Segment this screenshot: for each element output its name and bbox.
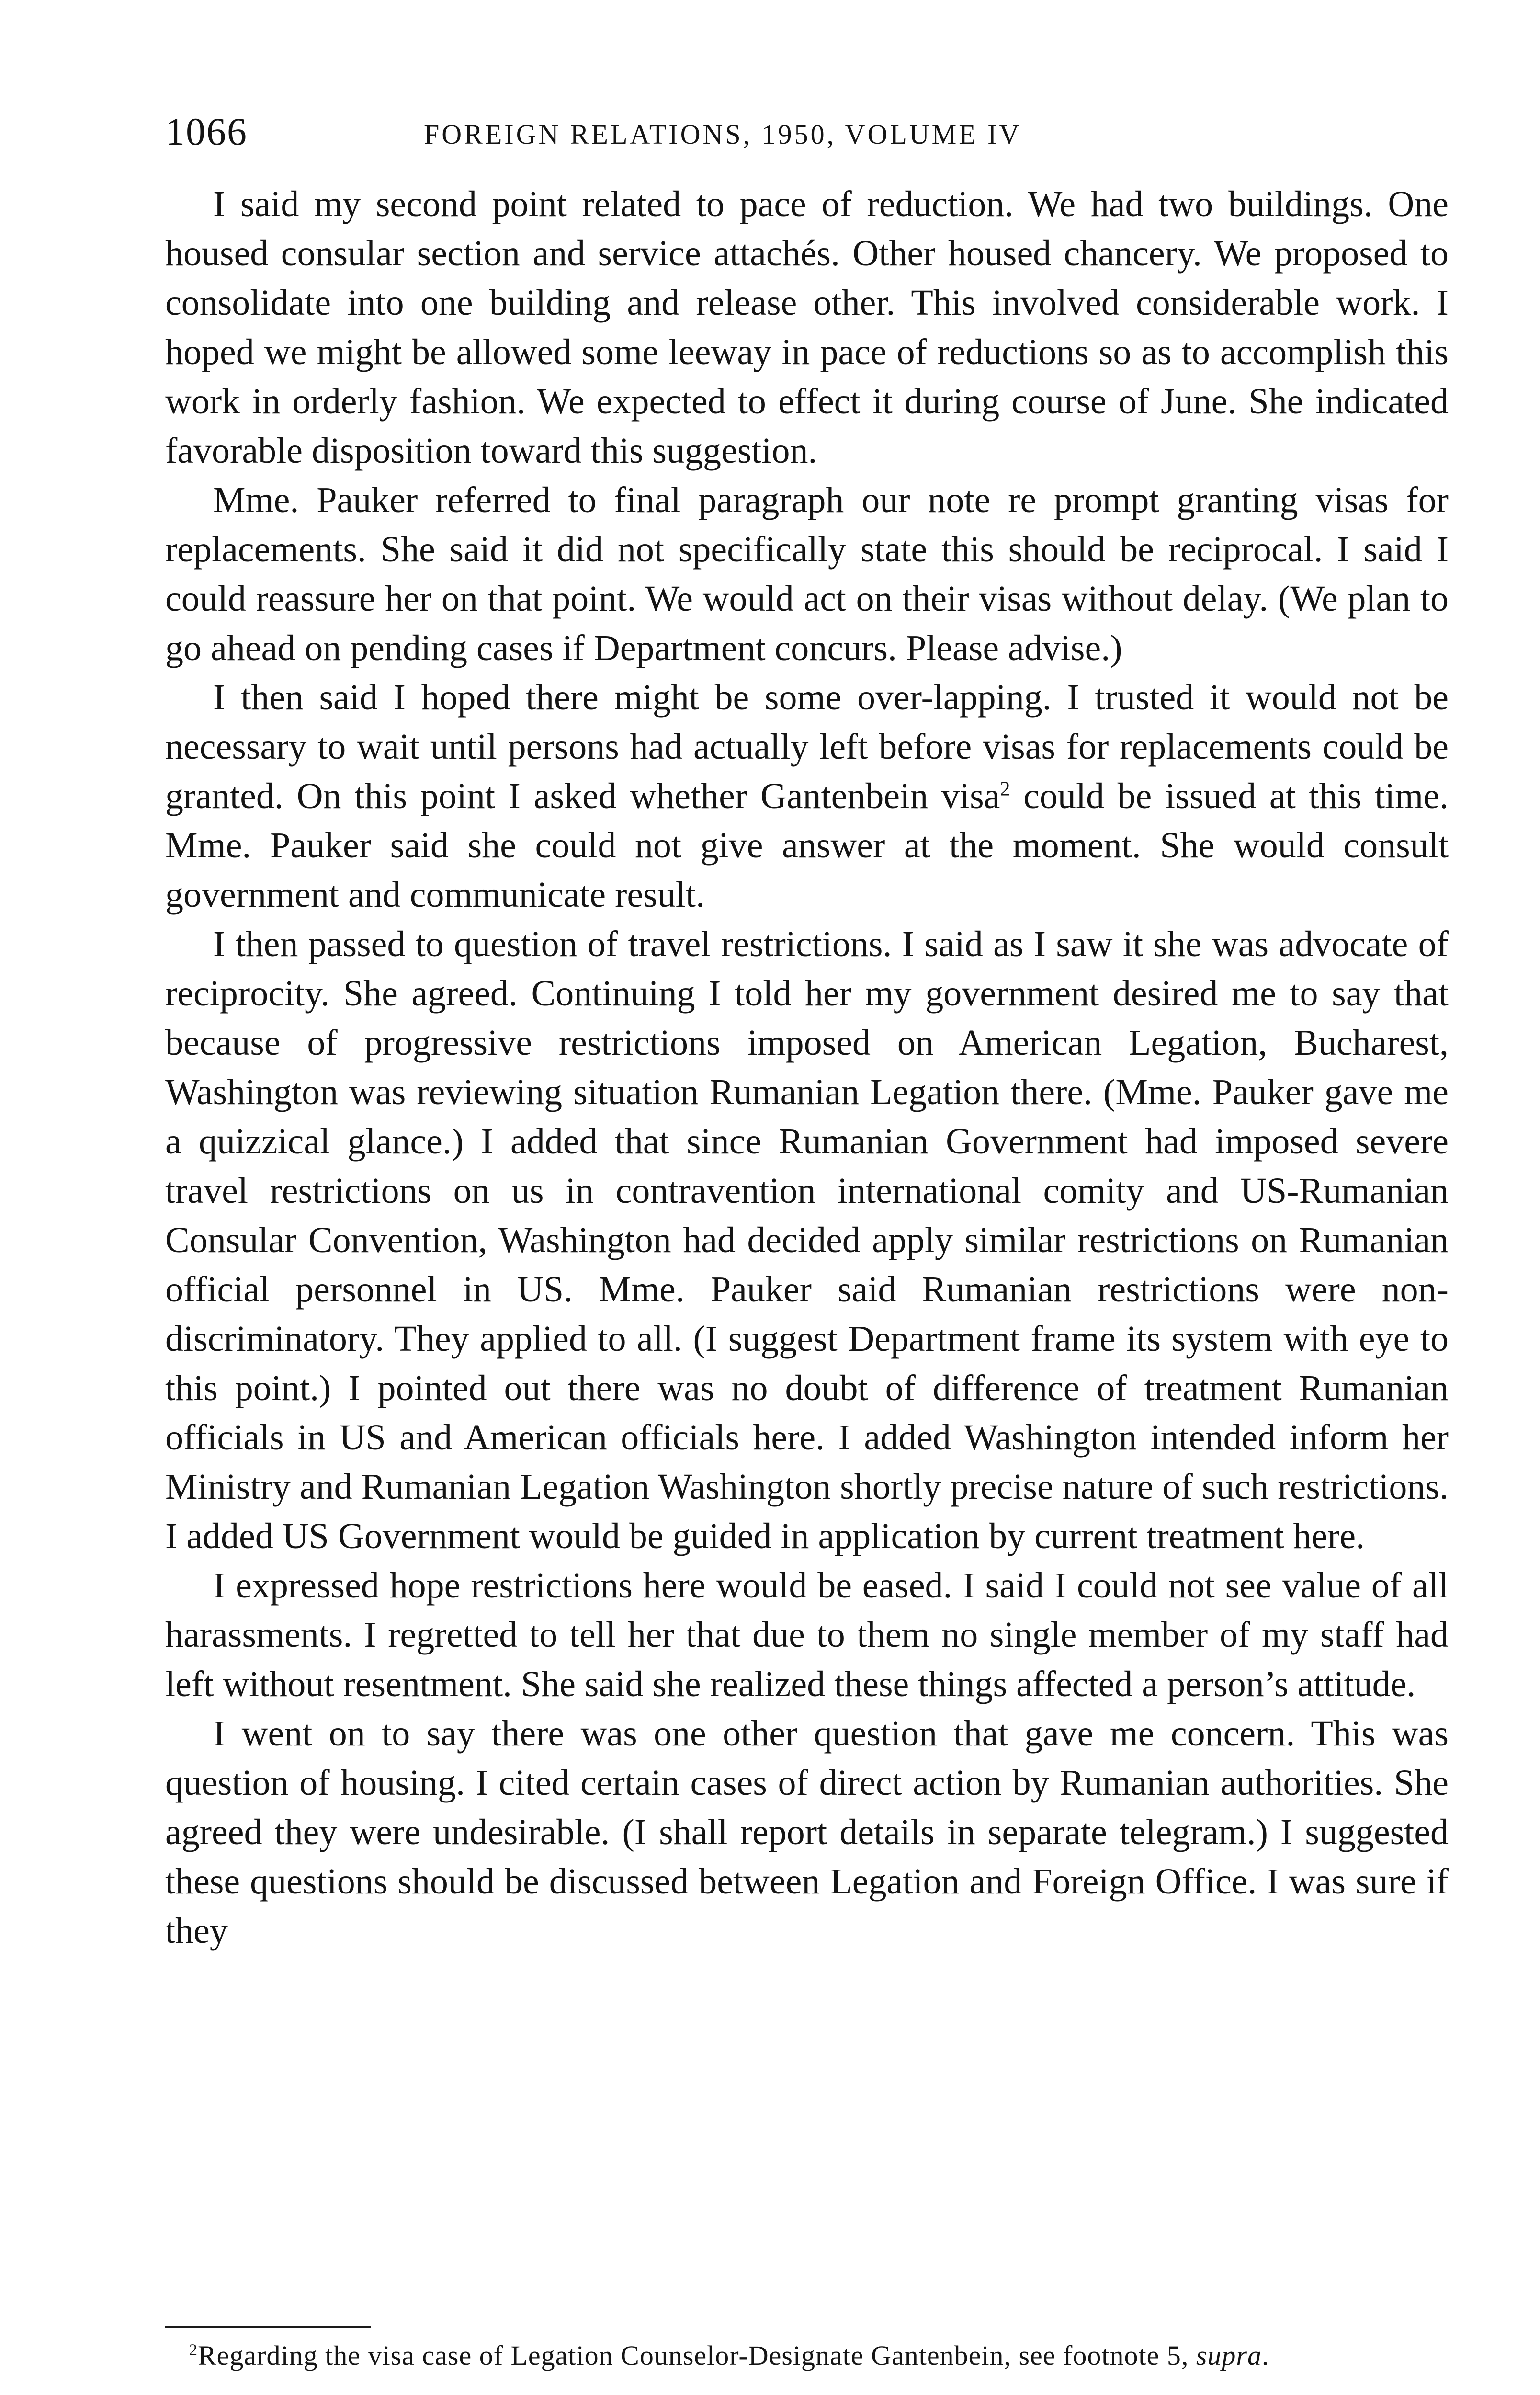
running-head-title: FOREIGN RELATIONS, 1950, VOLUME IV bbox=[424, 119, 1022, 150]
page-number: 1066 bbox=[165, 110, 248, 153]
paragraph-text: could be issued at this time. Mme. Pauker said she could not give answer at the moment. She would consult government and communicate result. bbox=[165, 776, 1449, 915]
paragraph: I went on to say there was one other question that gave me concern. This was question of housing. I cited certain cases of direct action by Rumanian authorities. She agreed they were undesirable. (I shall report details in separate telegram.) I suggested these questions should be discussed between Legation and Foreign Office. I was sure if they bbox=[165, 1713, 1449, 1951]
footnote-italic: supra bbox=[1196, 2340, 1262, 2371]
footnote-text-end: . bbox=[1262, 2340, 1269, 2371]
footnote-reference: 2 bbox=[1000, 778, 1010, 800]
paragraph-text: I then said I hoped there might be some over-lapping. I trusted it would not be necessary to wait until persons had actually left before visas for replacements could be granted. On this point I asked whether Gantenbein visa bbox=[165, 677, 1449, 816]
footnote bbox=[165, 2338, 1449, 2374]
paragraph: I then passed to question of travel restrictions. I said as I saw it she was advocate of reciprocity. She agreed. Continuing I told her my government desired me to say that because of progressive restrictions imposed on American Legation, Bucharest, Washington was reviewing situation Rumanian Legation there. (Mme. Pauker gave me a quizzical glance.) I added that since Rumanian Government had imposed severe travel restrictions on us in contravention international comity and US-Rumanian Consular Convention, Washington had decided apply similar restrictions on Rumanian official personnel in US. Mme. Pauker said Rumanian restrictions were non-discriminatory. They applied to all. (I suggest Department frame its system with eye to this point.) I pointed out there was no doubt of difference of treatment Rumanian officials in US and American officials here. I added Washington intended inform her Ministry and Rumanian Legation Washington shortly precise nature of such restrictions. I added US Government would be guided in application by current treatment here. bbox=[165, 924, 1449, 1556]
footnote-divider bbox=[165, 2326, 371, 2328]
paragraph: Mme. Pauker referred to final paragraph our note re prompt granting visas for replacements. She said it did not specifically state this should be reciprocal. I said I could reassure her on that point. We would act on their visas without delay. (We plan to go ahead on pending cases if Department concurs. Please advise.) bbox=[165, 480, 1449, 668]
footnote-mark: 2 bbox=[189, 2341, 198, 2359]
running-head bbox=[165, 105, 1453, 158]
body-text bbox=[165, 180, 1449, 1956]
paragraph: I said my second point related to pace of reduction. We had two buildings. One housed consular section and service attachés. Other housed chancery. We proposed to consolidate into one building and release other. This involved considerable work. I hoped we might be allowed some leeway in pace of reductions so as to accomplish this work in orderly fashion. We expected to effect it during course of June. She indicated favorable disposition toward this suggestion. bbox=[165, 184, 1449, 471]
paragraph bbox=[165, 673, 1449, 920]
footnote-text: Regarding the visa case of Legation Counselor-Designate Gantenbein, see footnote 5, bbox=[198, 2340, 1196, 2371]
paragraph: I expressed hope restrictions here would be eased. I said I could not see value of all harassments. I regretted to tell her that due to them no single member of my staff had left without resentment. She said she realized these things affected a person’s attitude. bbox=[165, 1565, 1449, 1704]
